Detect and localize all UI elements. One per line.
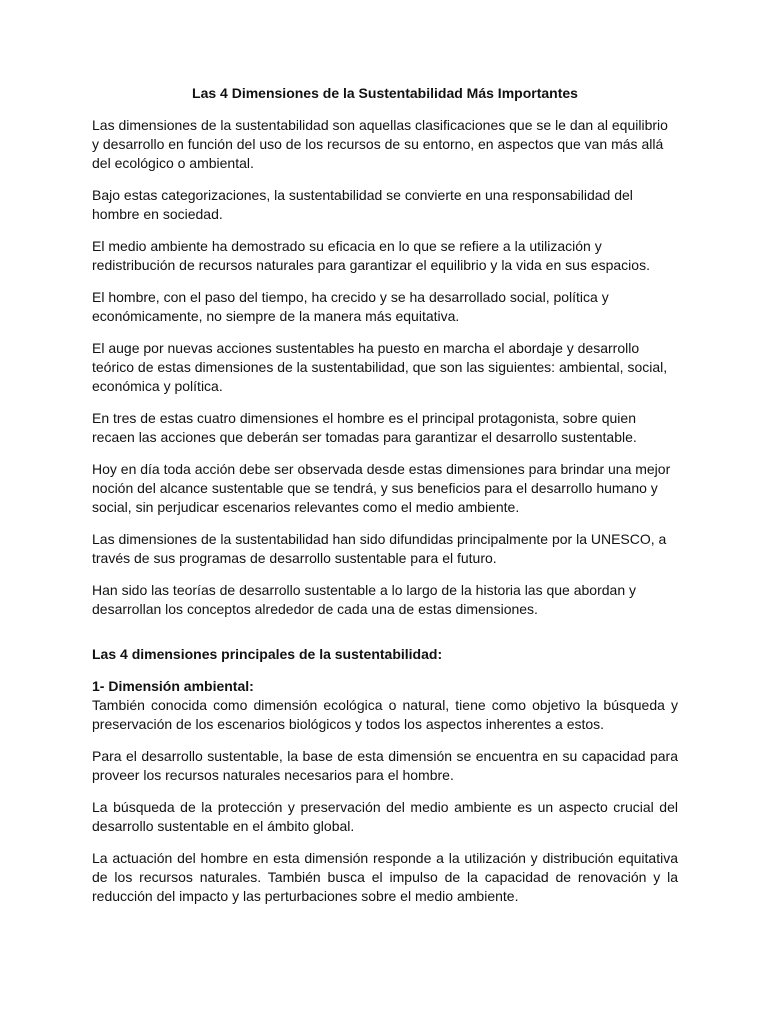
- subsection-title: 1- Dimensión ambiental:: [92, 678, 254, 694]
- subsection-paragraph: La actuación del hombre en esta dimensión responde a la utilización y distribución equitativa de los recursos naturales. También busca el impulso de la capacidad de renovación y la reducción del impacto y las perturbaciones sobre el medio ambiente.: [92, 850, 678, 904]
- subsection-paragraph: La búsqueda de la protección y preservación del medio ambiente es un aspecto crucial del desarrollo sustentable en el ámbito global.: [92, 799, 678, 834]
- paragraph: Las dimensiones de la sustentabilidad son aquellas clasificaciones que se le dan al equilibrio y desarrollo en función del uso de los recursos de su entorno, en aspectos que van más allá del ecológico o ambiental.: [92, 117, 668, 171]
- section-title: Las 4 dimensiones principales de la sustentabilidad:: [92, 646, 443, 662]
- paragraph: El medio ambiente ha demostrado su eficacia en lo que se refiere a la utilización y redistribución de recursos naturales para garantizar el equilibrio y la vida en sus espacios.: [92, 238, 650, 273]
- paragraph: Hoy en día toda acción debe ser observada desde estas dimensiones para brindar una mejor noción del alcance sustentable que se tendrá, y sus beneficios para el desarrollo humano y social, sin perjudicar escenarios relevantes como el medio ambiente.: [92, 461, 671, 515]
- document-title: Las 4 Dimensiones de la Sustentabilidad Más Importantes: [192, 85, 578, 101]
- paragraph: Las dimensiones de la sustentabilidad han sido difundidas principalmente por la UNESCO, a través de sus programas de desarrollo sustentable para el futuro.: [92, 531, 667, 566]
- paragraph: Han sido las teorías de desarrollo sustentable a lo largo de la historia las que abordan y desarrollan los conceptos alrededor de cada una de estas dimensiones.: [92, 582, 636, 617]
- paragraph: En tres de estas cuatro dimensiones el hombre es el principal protagonista, sobre quien recaen las acciones que deberán ser tomadas para garantizar el desarrollo sustentable.: [92, 410, 637, 445]
- subsection-paragraph: Para el desarrollo sustentable, la base de esta dimensión se encuentra en su capacidad para proveer los recursos naturales necesarios para el hombre.: [92, 748, 678, 783]
- paragraph: El hombre, con el paso del tiempo, ha crecido y se ha desarrollado social, política y económicamente, no siempre de la manera más equitativa.: [92, 289, 609, 324]
- paragraph: Bajo estas categorizaciones, la sustentabilidad se convierte en una responsabilidad del hombre en sociedad.: [92, 187, 633, 222]
- paragraph: El auge por nuevas acciones sustentables ha puesto en marcha el abordaje y desarrollo teórico de estas dimensiones de la sustentabilidad, que son las siguientes: ambiental, social, económica y política.: [92, 340, 668, 394]
- document-page: [92, 84, 678, 919]
- subsection-paragraph: También conocida como dimensión ecológica o natural, tiene como objetivo la búsqueda y preservación de los escenarios biológicos y todos los aspectos inherentes a estos.: [92, 697, 678, 732]
